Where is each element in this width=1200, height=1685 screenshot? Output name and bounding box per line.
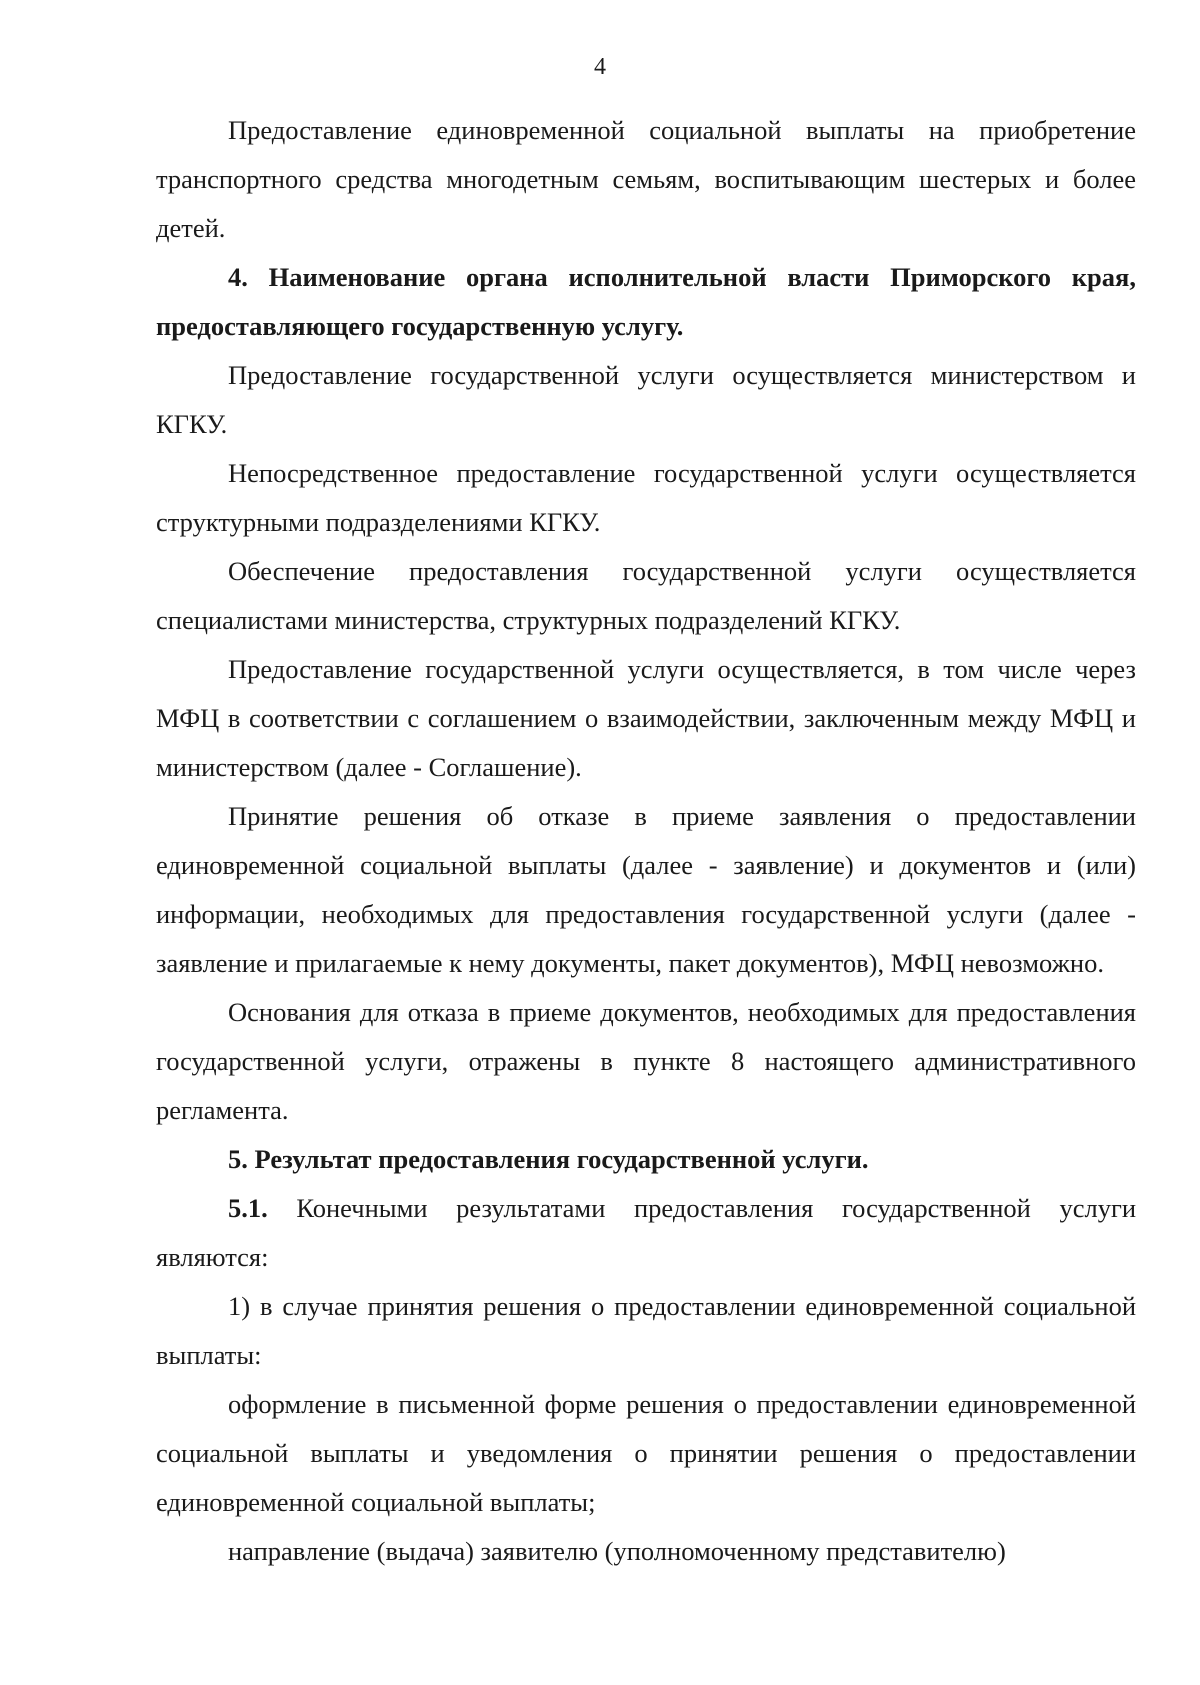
paragraph: оформление в письменной форме решения о предоставлении единовременной социальной выплаты и уведомления о принятии решения о предоставлении единовременной социальной выплаты; — [156, 1389, 1136, 1517]
subsection-number: 5.1. — [228, 1193, 268, 1223]
paragraph: направление (выдача) заявителю (уполномоченному представителю) — [228, 1536, 1006, 1566]
page-number: 4 — [594, 54, 606, 80]
paragraph — [156, 1184, 1136, 1282]
paragraph: Основания для отказа в приеме документов, необходимых для предоставления государственной услуги, отражены в пункте 8 настоящего административного регламента. — [156, 997, 1136, 1125]
paragraph: Обеспечение предоставления государственной услуги осуществляется специалистами министерства, структурных подразделений КГКУ. — [156, 556, 1136, 635]
paragraph: Непосредственное предоставление государственной услуги осуществляется структурными подразделениями КГКУ. — [156, 458, 1136, 537]
section-heading: 4. Наименование органа исполнительной власти Приморского края, предоставляющего государственную услугу. — [156, 262, 1136, 341]
paragraph: Предоставление единовременной социальной выплаты на приобретение транспортного средства многодетным семьям, воспитывающим шестерых и более детей. — [156, 115, 1136, 243]
paragraph: Предоставление государственной услуги осуществляется министерством и КГКУ. — [156, 360, 1136, 439]
document-body — [156, 106, 1136, 1576]
paragraph: Предоставление государственной услуги осуществляется, в том числе через МФЦ в соответствии с соглашением о взаимодействии, заключенным между МФЦ и министерством (далее - Соглашение). — [156, 654, 1136, 782]
paragraph: 1) в случае принятия решения о предоставлении единовременной социальной выплаты: — [156, 1291, 1136, 1370]
paragraph-text: Конечными результатами предоставления государственной услуги являются: — [156, 1193, 1136, 1272]
paragraph: Принятие решения об отказе в приеме заявления о предоставлении единовременной социальной выплаты (далее - заявление) и документов и (или) информации, необходимых для предоставления государственной услуги (далее - заявление и прилагаемые к нему документы, пакет документов), МФЦ невозможно. — [156, 801, 1136, 978]
section-heading: 5. Результат предоставления государственной услуги. — [228, 1144, 869, 1174]
